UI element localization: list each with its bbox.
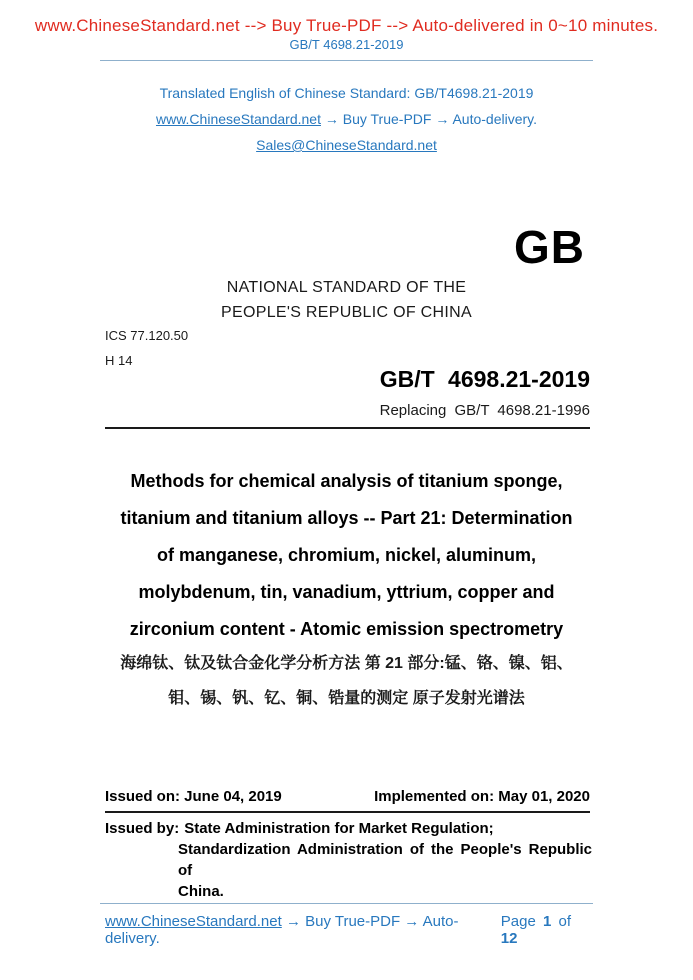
title-line: of manganese, chromium, nickel, aluminum,: [156, 545, 537, 565]
gb-logo: GB: [514, 221, 585, 273]
issued-by-label: Issued by:: [105, 820, 180, 837]
footer-website-link[interactable]: www.ChineseStandard.net: [105, 913, 282, 930]
title-line: Methods for chemical analysis of titanium sponge,: [130, 471, 563, 491]
promo-banner: www.ChineseStandard.net --> Buy True-PDF --> Auto-delivered in 0~10 minutes.: [34, 16, 659, 35]
issuer-secondary-rest: China.: [178, 883, 224, 900]
title-line: zirconium content - Atomic emission spectrometry: [129, 619, 564, 639]
issuer-secondary: [178, 839, 592, 902]
contact-line: [0, 106, 693, 132]
standard-code: GB/T 4698.21-2019: [379, 366, 590, 392]
footer-row: [105, 913, 592, 947]
footer-divider: [100, 903, 593, 904]
title-zh-line: 海绵钛、钛及钛合金化学分析方法 第 21 部分:锰、铬、镍、铝、: [120, 655, 573, 672]
website-link[interactable]: www.ChineseStandard.net: [155, 111, 321, 127]
website-link-suffix: → Buy True-PDF → Auto-delivery.: [320, 111, 538, 127]
doc-class-code: H 14: [105, 353, 133, 368]
issued-by-block: [105, 818, 592, 902]
issued-by-row: [105, 818, 592, 839]
footer-link-suffix: → Buy True-PDF → Auto-delivery.: [105, 913, 459, 947]
issuance-dates-row: [105, 788, 590, 805]
national-standard-heading: [0, 275, 693, 325]
ics-code: ICS 77.120.50: [105, 328, 189, 343]
email-line: [0, 132, 693, 158]
issuance-divider: [105, 811, 590, 813]
national-standard-line-2: PEOPLE'S REPUBLIC OF CHINA: [221, 304, 472, 321]
classification-block: [105, 323, 188, 373]
contact-block: [0, 80, 693, 158]
title-zh-line: 钼、锡、钒、钇、铜、锆量的测定 原子发射光谱法: [168, 690, 525, 707]
issued-on-date: Issued on: June 04, 2019: [105, 788, 282, 805]
page-total: 12: [500, 930, 518, 947]
page-label: Page: [500, 913, 536, 930]
email-link[interactable]: Sales@ChineseStandard.net: [256, 137, 437, 153]
doc-code-top: GB/T 4698.21-2019: [289, 37, 404, 52]
replacing-note: Replacing GB/T 4698.21-1996: [379, 402, 590, 419]
of-label: of: [558, 913, 572, 930]
page-indicator: [501, 913, 592, 947]
footer-link-line: [105, 913, 501, 947]
issuer-primary: State Administration for Market Regulation;: [184, 820, 494, 837]
header-divider: [100, 60, 593, 61]
title-line: molybdenum, tin, vanadium, yttrium, copper and: [138, 582, 555, 602]
title-chinese: [0, 646, 693, 716]
page-number: 1: [542, 913, 552, 930]
title-english: [0, 463, 693, 648]
implemented-on-date: Implemented on: May 01, 2020: [374, 788, 590, 805]
issuer-secondary-line: Standardization Administration of the People's Republic of: [178, 841, 592, 879]
national-standard-line-1: NATIONAL STANDARD OF THE: [226, 279, 467, 296]
translated-line: Translated English of Chinese Standard: GB/T4698.21-2019: [159, 85, 534, 101]
title-line: titanium and titanium alloys -- Part 21: Determination: [120, 508, 573, 528]
title-divider: [105, 427, 590, 429]
